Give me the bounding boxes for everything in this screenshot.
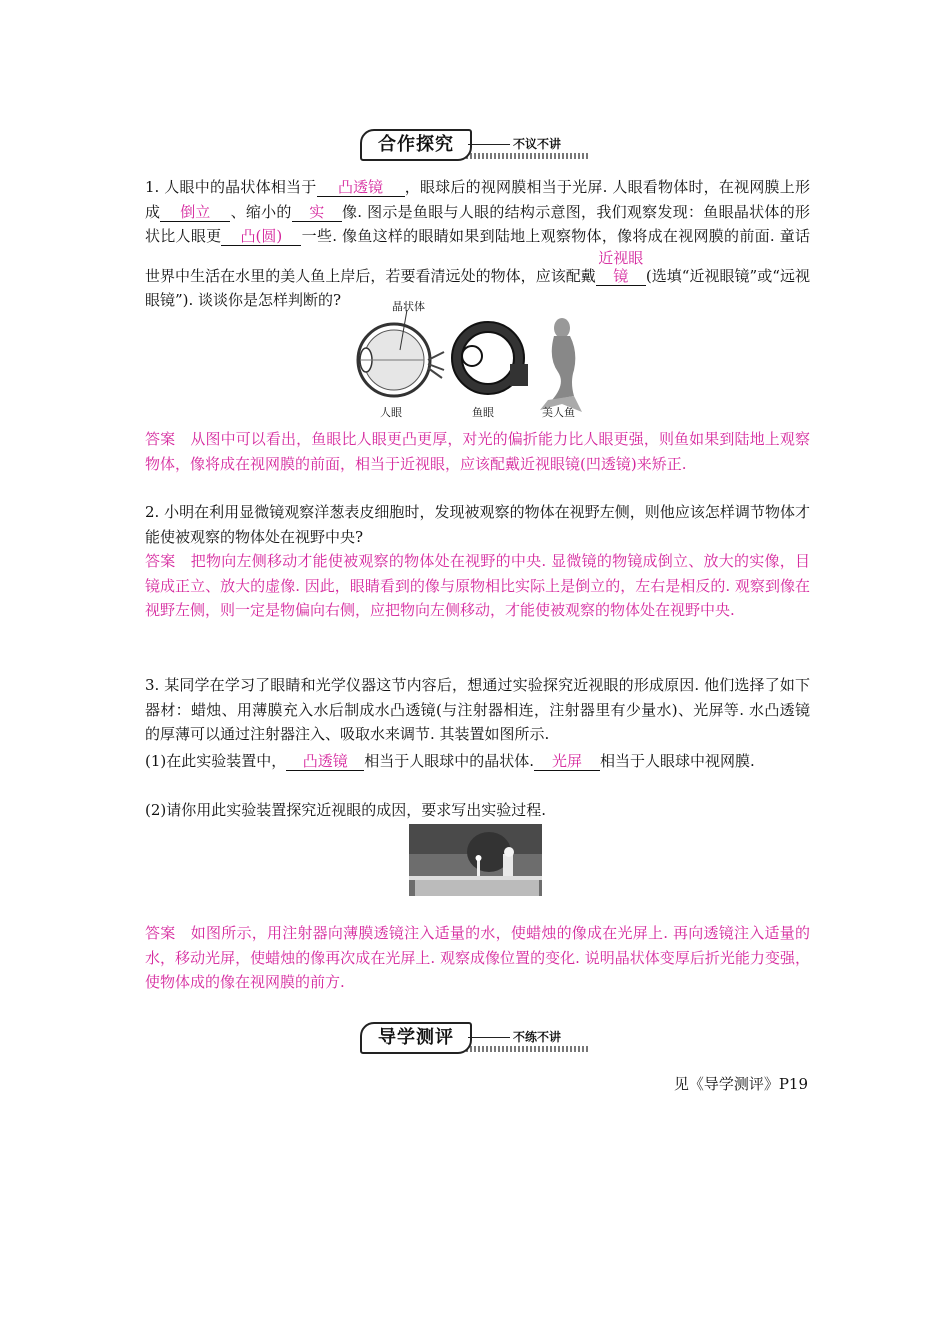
label-mermaid: 美人鱼 (542, 406, 575, 419)
section-subtitle: 不议不讲 (468, 135, 561, 152)
experiment-photo (409, 824, 542, 896)
section-title: 导学测评 (360, 1022, 472, 1054)
blank-5: 近视眼镜 (596, 249, 646, 286)
experiment-apparatus (409, 824, 542, 896)
eye-structure-figure (352, 300, 602, 418)
section-subtitle: 不练不讲 (468, 1028, 561, 1045)
question-3-part-1: (1)在此实验装置中， 凸透镜 相当于人眼球中的晶状体. 光屏 相当于人眼球中视网膜. (145, 752, 755, 770)
label-fish-eye: 鱼眼 (472, 406, 494, 419)
blank-screen: 光屏 (534, 752, 600, 771)
section-title: 合作探究 (360, 129, 472, 161)
section-banner-cooperative (360, 127, 590, 161)
answer-3: 答案 如图所示，用注射器向薄膜透镜注入适量的水，使蜡烛的像成在光屏上. 再向透镜注入适量的水，移动光屏，使蜡烛的像再次成在光屏上. 观察成像位置的变化. 说明晶状体变厚后折光能力变强，使物体成的像在视网膜的前方. (145, 924, 810, 991)
question-2: 2. 小明在利用显微镜观察洋葱表皮细胞时，发现被观察的物体在视野左侧，则他应该怎样调节物体才能使被观察的物体处在视野中央? (145, 503, 810, 546)
question-3: 3. 某同学在学习了眼睛和光学仪器这节内容后，想通过实验探究近视眼的形成原因. 他们选择了如下器材：蜡烛、用薄膜充入水后制成水凸透镜(与注射器相连，注射器里有少量水)、光屏等. 水凸透镜的厚薄可以通过注射器注入、吸取水来调节. 其装置如图所示. (145, 676, 810, 743)
question-1: 1. 人眼中的晶状体相当于 凸透镜 ，眼球后的视网膜相当于光屏. 人眼看物体时，在视网膜上形成 倒立 、缩小的 实 像. 图示是鱼眼与人眼的结构示意图，我们观察发现：鱼眼晶状体的形状比人眼更 凸(圆) 一些. 像鱼这样的眼睛如果到陆地上观察物体，像将成在视网膜的前面. 童话世界中生活在水里的美人鱼上岸后，若要看清远处的物体，应该配戴近视眼镜 (选填“近视眼镜”或“远视眼镜”). 谈谈你是怎样判断的? (145, 178, 810, 309)
blank-3: 实 (292, 203, 342, 222)
section-banner-assessment (360, 1020, 590, 1054)
blank-2: 倒立 (160, 203, 230, 222)
label-human-eye: 人眼 (380, 406, 402, 419)
answer-2: 答案 把物向左侧移动才能使被观察的物体处在视野的中央. 显微镜的物镜成倒立、放大的实像，目镜成正立、放大的虚像. 因此，眼睛看到的像与原物相比实际上是倒立的，左右是相反的. 观察到像在视野左侧，则一定是物偏向右侧，应把物向左侧移动，才能使被观察的物体处在视野中央. (145, 552, 810, 619)
answer-1: 答案 从图中可以看出，鱼眼比人眼更凸更厚，对光的偏折能力比人眼更强，则鱼如果到陆地上观察物体，像将成在视网膜的前面，相当于近视眼，应该配戴近视眼镜(凹透镜)来矫正. (145, 430, 810, 473)
blank-4: 凸(圆) (221, 227, 301, 246)
blank-lens: 凸透镜 (286, 752, 364, 771)
blank-1: 凸透镜 (317, 178, 405, 197)
reference-note: 见《导学测评》P19 (673, 1075, 808, 1093)
label-lens: 晶状体 (392, 300, 425, 313)
eye-diagram (352, 300, 602, 418)
question-3-part-2: (2)请你用此实验装置探究近视眼的成因，要求写出实验过程. (145, 801, 547, 819)
